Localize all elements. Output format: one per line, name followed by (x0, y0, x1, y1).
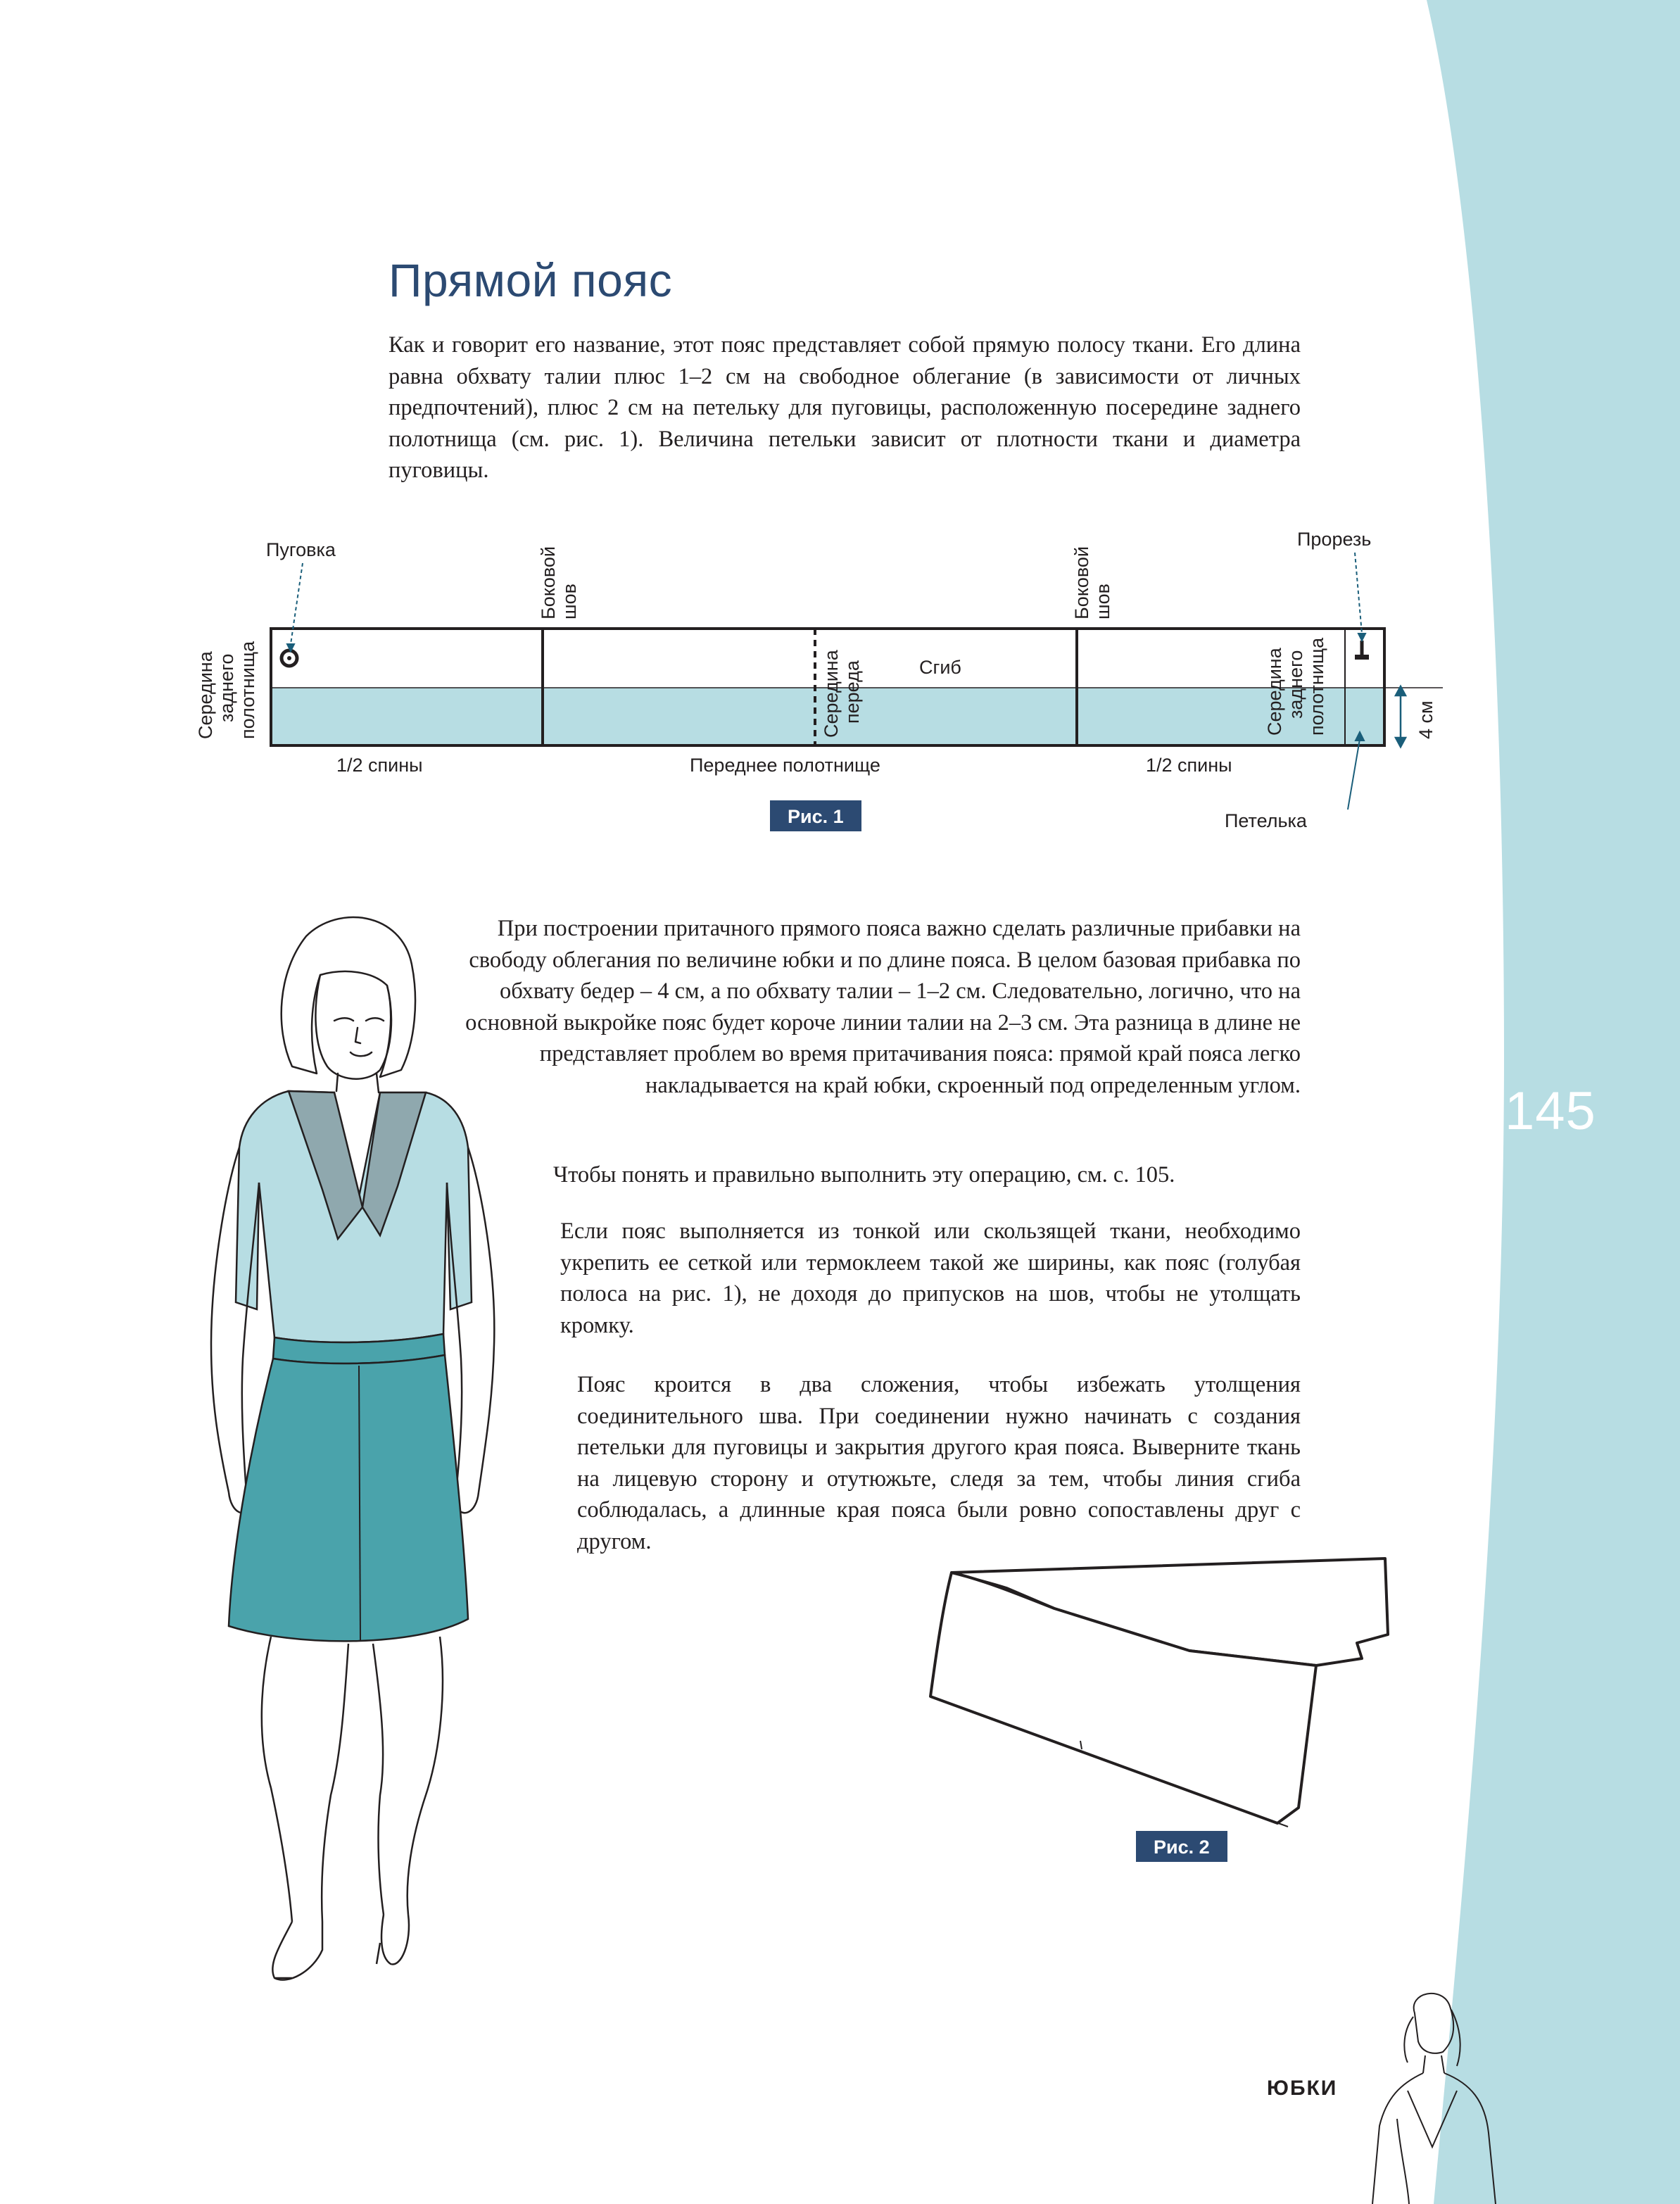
label-half-back-left: 1/2 спины (336, 755, 423, 776)
svg-text:полотнища: полотнища (1306, 637, 1327, 736)
svg-text:заднего: заднего (216, 653, 237, 722)
page-number: 145 (1505, 1081, 1596, 1141)
label-fold: Сгиб (919, 657, 961, 678)
label-side-seam-2: Боковой (1071, 546, 1092, 619)
body-paragraph-3: Если пояс выполняется из тонкой или скользящей ткани, необходимо укрепить ее сеткой или термоклеем такой же ширины, как пояс (голубая полоса на рис. 1), не доходя до припусков на шов, чтобы не утолщать кромку. (560, 1219, 1301, 1338)
label-button: Пуговка (266, 539, 336, 560)
section-label: ЮБКИ (1267, 2077, 1338, 2100)
label-front-panel: Переднее полотнище (690, 755, 880, 776)
label-center-back-right: Середина (1264, 648, 1285, 736)
svg-text:шов: шов (559, 583, 580, 619)
body-paragraph-2: Чтобы понять и правильно выполнить эту операцию, см. с. 105. (553, 1162, 1175, 1188)
label-center-back-left: Середина (195, 651, 216, 739)
page-title: Прямой пояс (389, 254, 673, 306)
label-slit: Прорезь (1297, 529, 1372, 550)
svg-text:полотнища: полотнища (237, 641, 258, 739)
svg-text:шов: шов (1092, 583, 1113, 619)
svg-text:переда: переда (842, 660, 863, 724)
body-paragraph-4: Пояс кроится в два сложения, чтобы избежать утолщения соединительного шва. При соединении нужно начинать с создания петельки для пуговицы и закрытия другого края пояса. Выверните ткань на лицевую сторону и отутюжьте, следя за тем, чтобы линия сгиба соблюдалась, а длинные края пояса были ровно сопоставлены друг с другом. (577, 1372, 1301, 1554)
label-half-back-right: 1/2 спины (1146, 755, 1232, 776)
label-loop: Петелька (1225, 810, 1307, 831)
label-center-front: Середина (821, 650, 842, 738)
svg-text:Рис. 2: Рис. 2 (1154, 1837, 1210, 1858)
body-paragraph-1: При построении притачного прямого пояса важно сделать различные прибавки на свободу облегания по величине юбки и по длине пояса. В целом базовая прибавка по обхвату бедер – 4 см, а по обхвату талии – 1–2 см. Следовательно, логично, что на основной выкройке пояс будет короче линии талии на 2–3 см. Эта разница в длине не представляет проблем во время притачивания пояса: прямой край пояса легко накладывается на край юбки, скроенный под определенным углом. (465, 916, 1301, 1098)
figure-2-caption (1136, 1831, 1227, 1862)
label-width-4cm: 4 см (1415, 700, 1436, 739)
label-side-seam-1: Боковой (538, 546, 559, 619)
intro-paragraph: Как и говорит его название, этот пояс представляет собой прямую полосу ткани. Его длина равна обхвату талии плюс 1–2 см на свободное облегание (в зависимости от личных предпочтений), плюс 2 см на петельку для пуговицы, расположенную посередине заднего полотнища (см. рис. 1). Величина петельки зависит от плотности ткани и диаметра пуговицы. (389, 332, 1301, 483)
svg-text:заднего: заднего (1285, 650, 1306, 719)
svg-text:Рис. 1: Рис. 1 (788, 806, 844, 827)
